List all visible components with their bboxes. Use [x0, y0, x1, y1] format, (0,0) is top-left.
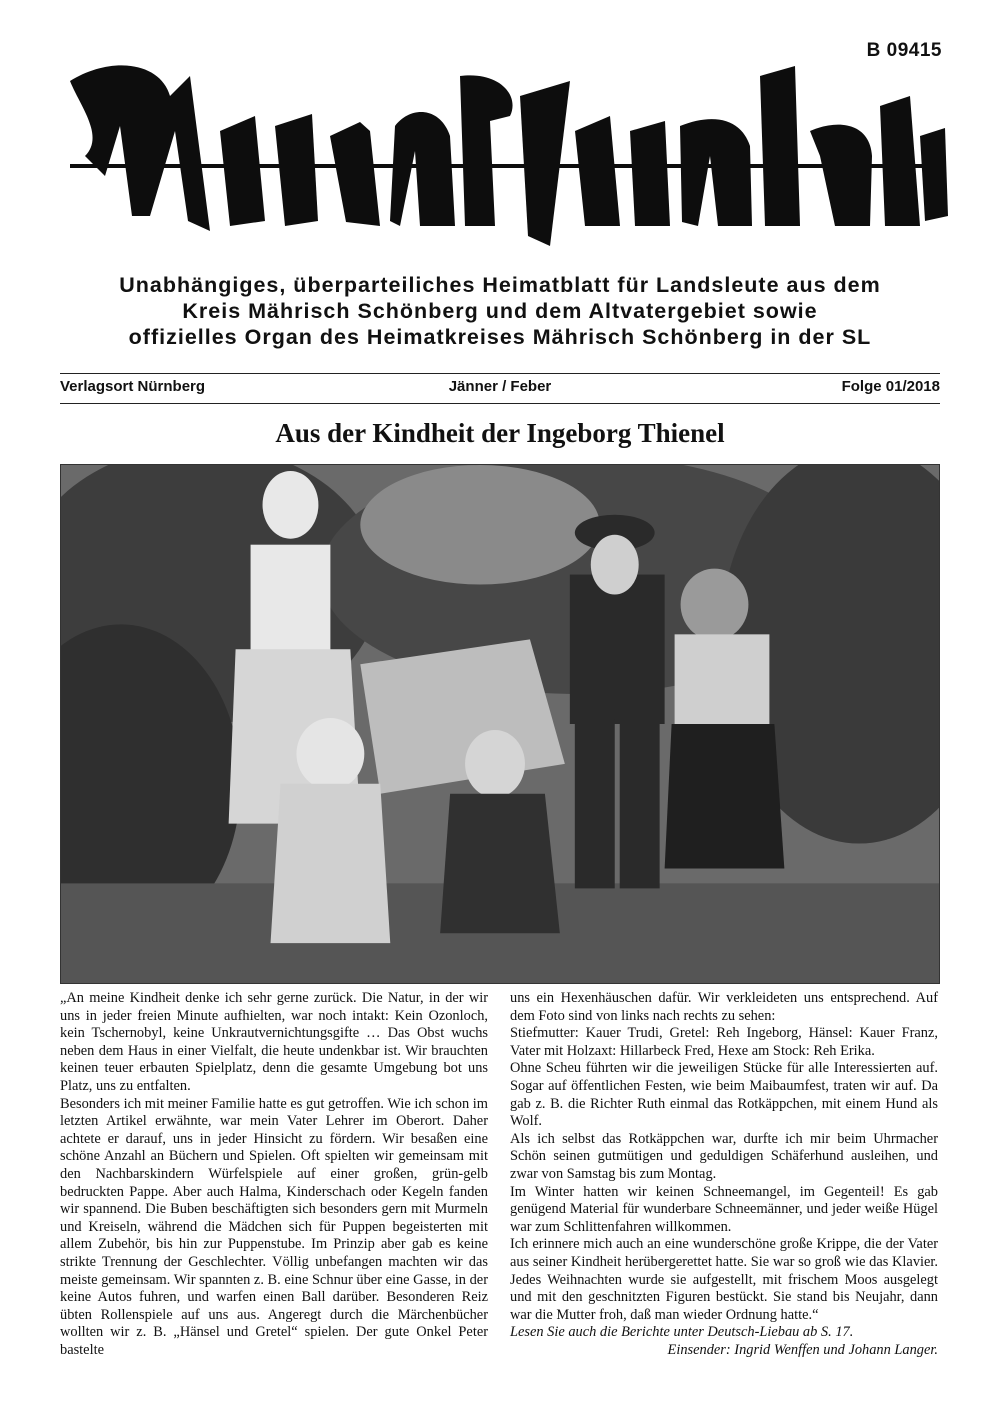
article-column-left [60, 990, 488, 1359]
issn-code: B 09415 [866, 40, 942, 61]
bottom-divider [60, 403, 940, 404]
subtitle-line: Unabhängiges, überparteiliches Heimatblatt für Landsleute aus dem [119, 273, 881, 297]
masthead-logo [50, 36, 950, 246]
issue-number: Folge 01/2018 [841, 378, 940, 395]
article-headline: Aus der Kindheit der Ingeborg Thienel [275, 418, 725, 448]
paragraph: Ich erinnere mich auch an eine wunderschöne große Krippe, die der Vater aus seiner Kindheit herübergerettet hatte. Sie war so groß wie das Klavier. Jedes Weihnachten wurde sie aufgestellt, mit frischem Moos ausgelegt und mit den geschnitzten Figuren bestückt. Sie stand bis Neujahr, dann war die Mutter froh, daß man wieder Ordnung hatte.“ [510, 1236, 938, 1323]
article-column-right [510, 990, 938, 1359]
paragraph: Stiefmutter: Kauer Trudi, Gretel: Reh Ingeborg, Hänsel: Kauer Franz, Vater mit Holzaxt: Hillarbeck Fred, Hexe am Stock: Reh Erika. [510, 1025, 938, 1059]
subtitle-line: Kreis Mährisch Schönberg und dem Altvatergebiet sowie [182, 299, 818, 323]
masthead-blackletter-graphic [50, 36, 950, 246]
paragraph: Besonders ich mit meiner Familie hatte es gut getroffen. Wie ich schon im letzten Artikel erwähnte, war mein Vater Lehrer im Oberort. Daher achtete er darauf, uns in jeder Hinsicht zu fördern. Wir besaßen eine schöne Anzahl an Büchern und Spielen. Oft spielten wir gemeinsam mit den Nachbarskindern Würfelspiele auf einer großen, grün-gelb bedruckten Pappe. Aber auch Halma, Kinderschach oder Kegeln fanden wir spannend. Die Buben beschäftigten sich besonders gern mit Murmeln und Kreiseln, während die Mädchen sich für Puppen begeisterten mit allem Zubehör, bis hin zur Puppenstube. Im Prinzip aber gab es keine strikte Trennung der Geschlechter. Völlig unbefangen machten wir das meiste gemeinsam. Wir spannten z. B. eine Schnur über eine Gasse, in der keine Autos fuhren, und warfen einen Ball darüber. Besonderen Reiz übten Rollenspiele auf uns aus. Angeregt durch die Märchenbücher wollten wir z. B. „Hänsel und Gretel“ spielen. Der gute Onkel Peter bastelte [60, 1095, 488, 1358]
top-divider [60, 373, 940, 374]
publisher-location: Verlagsort Nürnberg [60, 378, 206, 395]
masthead-subtitle [40, 272, 960, 350]
info-bar [60, 378, 940, 400]
children-photo [60, 464, 940, 984]
paragraph: Als ich selbst das Rotkäppchen war, durfte ich mir beim Uhrmacher Schön seinen gutmütigen und geduldigen Schäferhund ausleihen, und zwar von Samstag bis zum Montag. [510, 1130, 938, 1182]
see-also-note: Lesen Sie auch die Berichte unter Deutsch-Liebau ab S. 17. [510, 1324, 854, 1341]
sender-credit: Einsender: Ingrid Wenffen und Johann Langer. [667, 1341, 938, 1358]
paragraph: uns ein Hexenhäuschen dafür. Wir verkleideten uns entsprechend. Auf dem Foto sind von links nach rechts zu sehen: [510, 990, 938, 1024]
paragraph: Ohne Scheu führten wir die jeweiligen Stücke für alle Interessierten auf. Sogar auf öffentlichen Festen, wie beim Maibaumfest, traten wir auf. Da gab z. B. die Richter Ruth einmal das Rotkäppchen, mit einem Hund als Wolf. [510, 1060, 938, 1130]
paragraph: „An meine Kindheit denke ich sehr gerne zurück. Die Natur, in der wir uns in jeder freien Minute aufhielten, war noch intakt: Kein Ozonloch, kein Tschernobyl, keine Unkrautvernichtungsgifte … Das Obst wuchs neben dem Haus in einer Vielfalt, die heute undenkbar ist. Wir brauchten keinen teuer erbauten Spielplatz, denn die gesamte Umgebung bot uns Platz, uns zu entfalten. [60, 990, 488, 1094]
paragraph: Im Winter hatten wir keinen Schneemangel, im Gegenteil! Es gab genügend Material für wunderbare Schneemänner, und jeder weiße Hügel war zum Schlittenfahren willkommen. [510, 1183, 938, 1235]
photo-illustration [61, 465, 939, 983]
issue-months: Jänner / Feber [448, 378, 552, 395]
subtitle-line: offizielles Organ des Heimatkreises Mährisch Schönberg in der SL [128, 325, 872, 349]
